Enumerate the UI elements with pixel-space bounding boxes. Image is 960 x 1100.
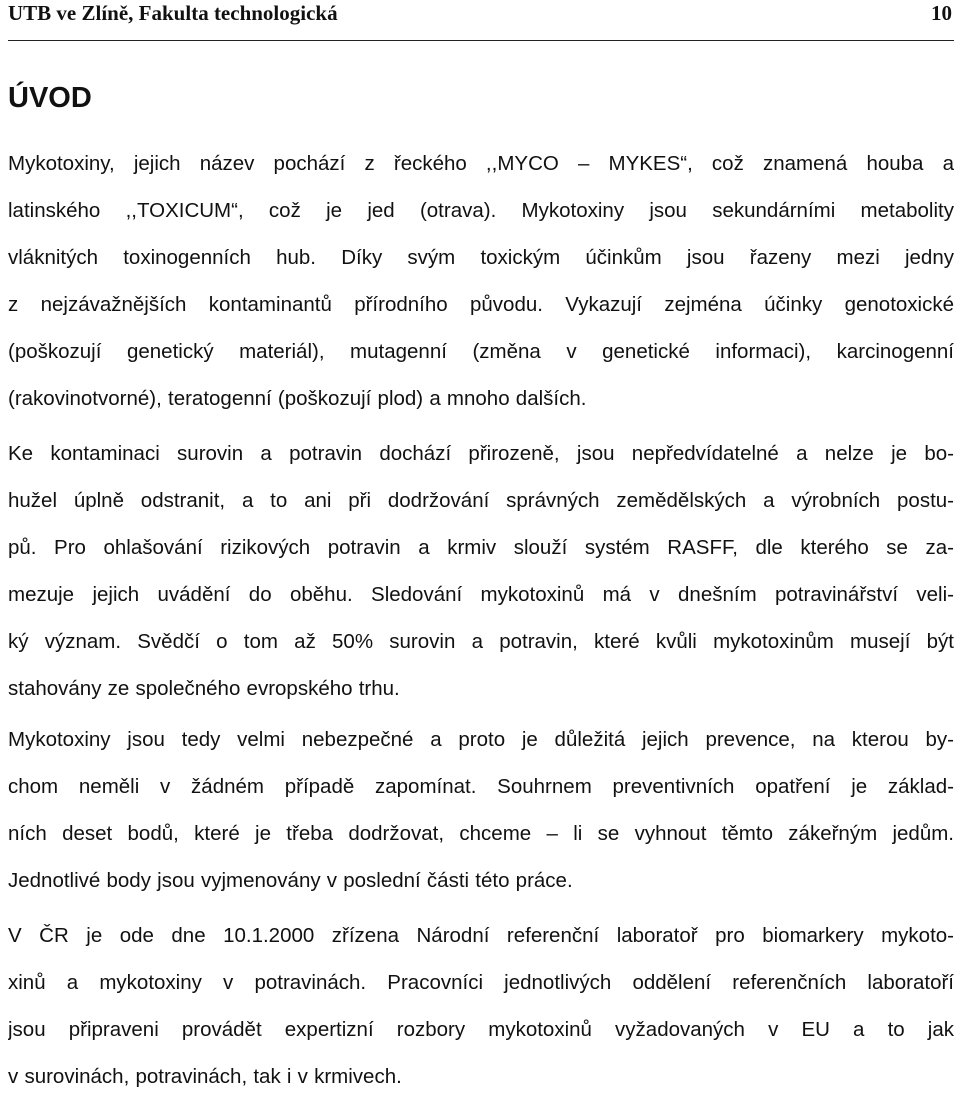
paragraph-line: Mykotoxiny, jejich název pochází z řeckého ,,MYCO – MYKES“, což znamená houba a xyxy=(8,152,954,175)
paragraph xyxy=(8,140,954,422)
paragraph-line: jsou připraveni provádět expertizní rozbory mykotoxinů vyžadovaných v EU a to jak xyxy=(8,1018,954,1041)
document-page xyxy=(8,0,954,1088)
paragraph-line: chom neměli v žádném případě zapomínat. Souhrnem preventivních opatření je základ- xyxy=(8,775,954,798)
header-institution: UTB ve Zlíně, Fakulta technologická xyxy=(8,1,338,25)
paragraph-line: (rakovinotvorné), teratogenní (poškozují plod) a mnoho dalších. xyxy=(8,387,587,410)
paragraph-line: xinů a mykotoxiny v potravinách. Pracovníci jednotlivých oddělení referenčních laboratoří xyxy=(8,971,954,994)
header-page-number: 10 xyxy=(931,1,952,25)
paragraph-line: mezuje jejich uvádění do oběhu. Sledování mykotoxinů má v dnešním potravinářství veli- xyxy=(8,583,954,606)
paragraph-line: latinského ,,TOXICUM“, což je jed (otrava). Mykotoxiny jsou sekundárními metabolity xyxy=(8,199,954,222)
paragraph-line: v surovinách, potravinách, tak i v krmivech. xyxy=(8,1065,402,1088)
paragraph-line: pů. Pro ohlašování rizikových potravin a krmiv slouží systém RASFF, dle kterého se za- xyxy=(8,536,954,559)
paragraph xyxy=(8,912,954,1100)
paragraph-line: stahovány ze společného evropského trhu. xyxy=(8,677,400,700)
paragraph-line: (poškozují genetický materiál), mutagenní (změna v genetické informaci), karcinogenní xyxy=(8,340,954,363)
paragraph-line: Mykotoxiny jsou tedy velmi nebezpečné a proto je důležitá jejich prevence, na kterou by- xyxy=(8,728,954,751)
paragraph-line: ních deset bodů, které je třeba dodržovat, chceme – li se vyhnout těmto zákeřným jedům. xyxy=(8,822,954,845)
paragraph-line: Ke kontaminaci surovin a potravin dochází přirozeně, jsou nepředvídatelné a nelze je bo- xyxy=(8,442,954,465)
paragraph-line: V ČR je ode dne 10.1.2000 zřízena Národní referenční laboratoř pro biomarkery mykoto- xyxy=(8,924,954,947)
paragraph-line: ký význam. Svědčí o tom až 50% surovin a potravin, které kvůli mykotoxinům musejí být xyxy=(8,630,954,653)
paragraph-line: Jednotlivé body jsou vyjmenovány v poslední části této práce. xyxy=(8,869,573,892)
paragraph xyxy=(8,716,954,904)
paragraph-line: hužel úplně odstranit, a to ani při dodržování správných zemědělských a výrobních postu- xyxy=(8,489,954,512)
chapter-title: ÚVOD xyxy=(8,82,92,114)
paragraph-line: vláknitých toxinogenních hub. Díky svým toxickým účinkům jsou řazeny mezi jedny xyxy=(8,246,954,269)
running-header xyxy=(8,0,954,41)
paragraph-line: z nejzávažnějších kontaminantů přírodního původu. Vykazují zejména účinky genotoxické xyxy=(8,293,954,316)
paragraph xyxy=(8,430,954,712)
